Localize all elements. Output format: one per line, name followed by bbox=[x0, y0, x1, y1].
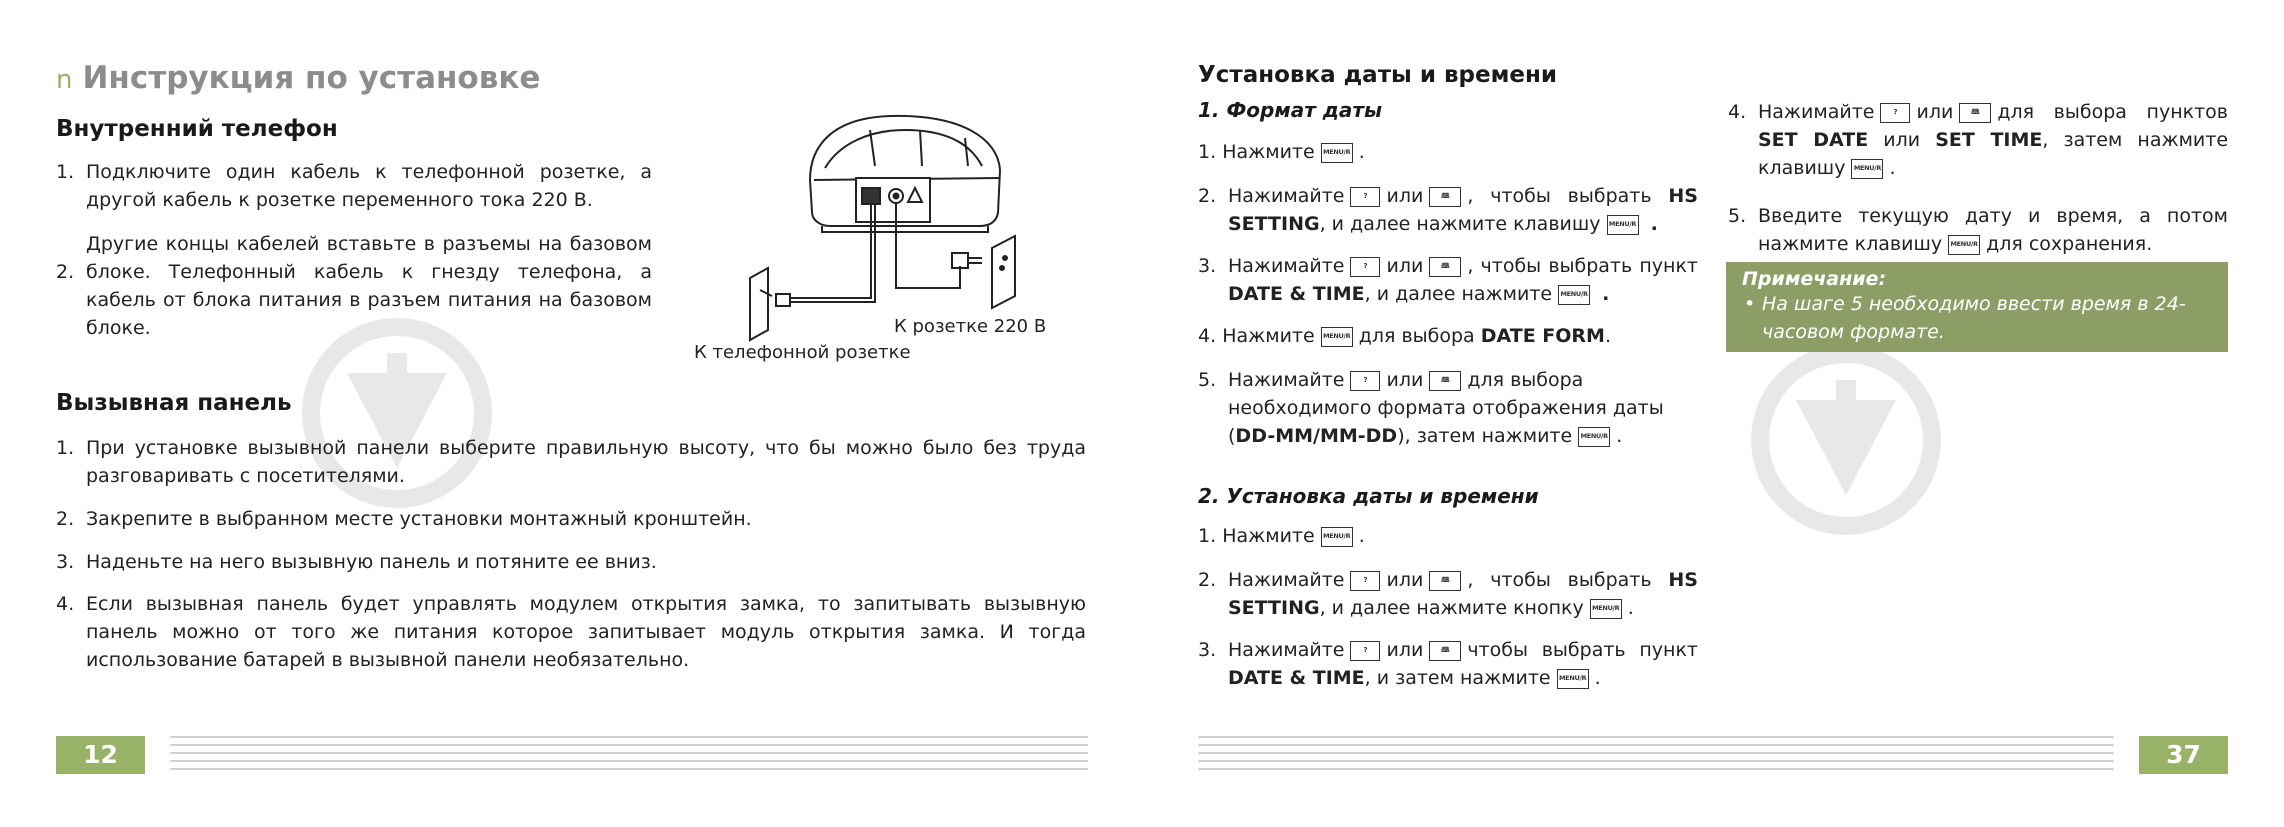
book-key-icon: 🕮 bbox=[1429, 371, 1461, 391]
menu-key-icon: MENU/R bbox=[1578, 427, 1610, 447]
list-item: 5. Введите текущую дату и время, а потом нажмите клавишу MENU/R для сохранения. bbox=[1728, 205, 2228, 255]
phonebook-key-icon: ? bbox=[1350, 571, 1380, 591]
menu-key-icon: MENU/R bbox=[1321, 527, 1353, 547]
phonebook-key-icon: ? bbox=[1350, 257, 1380, 277]
note-bullet: • bbox=[1744, 293, 1756, 315]
phone-wall-socket bbox=[750, 268, 768, 340]
footer-rules bbox=[170, 736, 1088, 776]
page-number: 37 bbox=[2139, 736, 2228, 774]
power-wall-socket bbox=[992, 236, 1015, 308]
list-item: 2. Нажимайте ? или 🕮 , чтобы выбрать HS SETTING, и далее нажмите кнопку MENU/R . bbox=[1198, 569, 1698, 619]
book-key-icon: 🕮 bbox=[1429, 257, 1461, 277]
phonebook-key-icon: ? bbox=[1350, 371, 1380, 391]
menu-key-icon: MENU/R bbox=[1558, 285, 1590, 305]
list-item: 3. Наденьте на него вызывную панель и потяните ее вниз. bbox=[56, 551, 657, 573]
list-item: 3. Нажимайте ? или 🕮 , чтобы выбрать пункт DATE & TIME, и далее нажмите MENU/R . bbox=[1198, 255, 1698, 305]
caption-phone: К телефонной розетке bbox=[694, 342, 911, 363]
list-item: 1. Нажмите MENU/R . bbox=[1198, 525, 1365, 547]
list-item: 1. Подключите один кабель к телефонной розетке, а другой кабель к розетке переменного тока 220 В. bbox=[56, 161, 652, 211]
list-item: 4. Нажимайте ? или 🕮 для выбора пунктов SET DATE или SET TIME, затем нажмите клавишу MENU/R . bbox=[1728, 101, 2229, 179]
caption-power: К розетке 220 В bbox=[894, 316, 1047, 337]
section-heading-datetime: Установка даты и времени bbox=[1198, 62, 1557, 88]
phonebook-key-icon: ? bbox=[1880, 103, 1910, 123]
base-unit-diagram bbox=[730, 108, 1060, 348]
book-key-icon: 🕮 bbox=[1429, 571, 1461, 591]
list-item: 3. Нажимайте ? или 🕮 чтобы выбрать пункт DATE & TIME, и затем нажмите MENU/R . bbox=[1198, 639, 1698, 689]
title-bullet: n bbox=[56, 65, 73, 95]
power-adapter bbox=[952, 253, 968, 268]
list-item: 2. Закрепите в выбранном месте установки монтажный кронштейн. bbox=[56, 508, 752, 530]
book-key-icon: 🕮 bbox=[1429, 187, 1461, 207]
list-item: 1. При установке вызывной панели выберите правильную высоту, что бы можно было без труда разговаривать с посетителями. bbox=[56, 437, 1086, 487]
list-item: 4. Если вызывная панель будет управлять модулем открытия замка, то запитывать вызывную панель можно от того же питания которое запитывает модуль открытия замка. И тогда использование батарей в вызывной панели необязательно. bbox=[56, 593, 1086, 671]
download-watermark-icon bbox=[1751, 345, 1941, 535]
subheading-set-datetime: 2. Установка даты и времени bbox=[1198, 484, 1539, 508]
list-item: 5. Нажимайте ? или 🕮 для выбора необходимого формата отображения даты (DD-MM/MM-DD), затем нажмите MENU/R . bbox=[1198, 369, 1664, 447]
page-title-text: Инструкция по установке bbox=[82, 60, 541, 96]
page-number: 12 bbox=[56, 736, 145, 774]
note-box: Примечание: • На шаге 5 необходимо ввести время в 24-часовом формате. bbox=[1726, 262, 2228, 352]
book-key-icon: 🕮 bbox=[1959, 103, 1991, 123]
footer-rules bbox=[1198, 736, 2114, 776]
menu-key-icon: MENU/R bbox=[1851, 159, 1883, 179]
note-title: Примечание bbox=[1742, 268, 1879, 290]
menu-key-icon: MENU/R bbox=[1590, 599, 1622, 619]
section-heading-phone: Внутренний телефон bbox=[56, 116, 338, 142]
menu-key-icon: MENU/R bbox=[1607, 215, 1639, 235]
subheading-date-format: 1. Формат даты bbox=[1198, 98, 1383, 122]
menu-key-icon: MENU/R bbox=[1321, 327, 1353, 347]
list-item: 1. Нажмите MENU/R . bbox=[1198, 141, 1365, 163]
list-item: 2. Нажимайте ? или 🕮 , чтобы выбрать HS SETTING, и далее нажмите клавишу MENU/R . bbox=[1198, 185, 1698, 235]
menu-key-icon: MENU/R bbox=[1557, 669, 1589, 689]
page-title bbox=[56, 60, 540, 96]
list-item: 2. Другие концы кабелей вставьте в разъемы на базовом блоке. Телефонный кабель к гнезду телефона, а кабель от блока питания в разъем питания на базовом блоке. bbox=[56, 233, 652, 339]
phonebook-key-icon: ? bbox=[1350, 187, 1380, 207]
menu-key-icon: MENU/R bbox=[1321, 143, 1353, 163]
section-heading-panel: Вызывная панель bbox=[56, 390, 292, 416]
list-item: 4. Нажмите MENU/R для выбора DATE FORM. bbox=[1198, 325, 1612, 347]
menu-key-icon: MENU/R bbox=[1948, 235, 1980, 255]
book-key-icon: 🕮 bbox=[1429, 641, 1461, 661]
phonebook-key-icon: ? bbox=[1350, 641, 1380, 661]
